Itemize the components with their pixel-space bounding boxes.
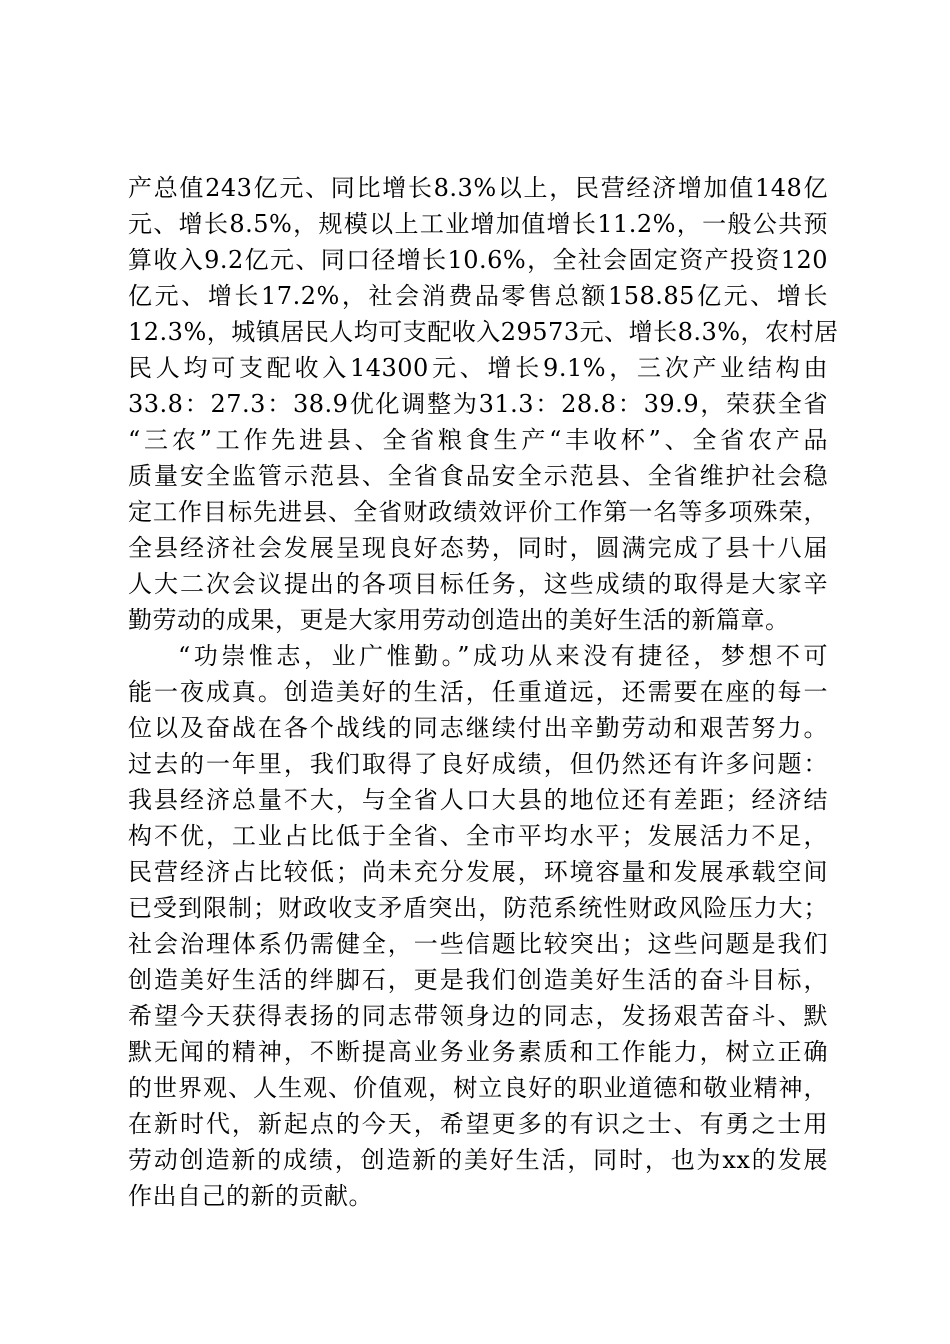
text-line: 质量安全监管示范县、全省食品安全示范县、全省维护社会稳	[128, 462, 828, 490]
text-line: 在新时代，新起点的今天，希望更多的有识之士、有勇之士用	[128, 1110, 828, 1138]
text-line: 我县经济总量不大，与全省人口大县的地位还有差距；经济结	[128, 786, 828, 814]
text-line: 创造美好生活的绊脚石，更是我们创造美好生活的奋斗目标，	[128, 966, 828, 994]
text-line: “功崇惟志，业广惟勤。”成功从来没有捷径，梦想不可	[178, 642, 828, 670]
text-line: 构不优，工业占比低于全省、全市平均水平；发展活力不足，	[128, 822, 828, 850]
text-line: 定工作目标先进县、全省财政绩效评价工作第一名等多项殊荣，	[128, 498, 828, 526]
text-line: 产总值243亿元、同比增长8.3%以上，民营经济增加值148亿	[128, 174, 828, 202]
text-line: “三农”工作先进县、全省粮食生产“丰收杯”、全省农产品	[128, 426, 828, 454]
text-line: 希望今天获得表扬的同志带领身边的同志，发扬艰苦奋斗、默	[128, 1002, 828, 1030]
text-line: 的世界观、人生观、价值观，树立良好的职业道德和敬业精神，	[128, 1074, 828, 1102]
text-line: 默无闻的精神，不断提高业务业务素质和工作能力，树立正确	[128, 1038, 828, 1066]
text-line: 民营经济占比较低；尚未充分发展，环境容量和发展承载空间	[128, 858, 828, 886]
text-line: 位以及奋战在各个战线的同志继续付出辛勤劳动和艰苦努力。	[128, 714, 828, 742]
text-line: 过去的一年里，我们取得了良好成绩，但仍然还有许多问题：	[128, 750, 828, 778]
text-line: 12.3%，城镇居民人均可支配收入29573元、增长8.3%，农村居	[128, 318, 839, 346]
text-line: 民人均可支配收入14300元、增长9.1%，三次产业结构由	[128, 354, 828, 382]
text-line: 勤劳动的成果，更是大家用劳动创造出的美好生活的新篇章。	[128, 606, 790, 634]
text-line: 劳动创造新的成绩，创造新的美好生活，同时，也为xx的发展	[128, 1146, 828, 1174]
text-line: 33.8：27.3：38.9优化调整为31.3：28.8：39.9，荣获全省	[128, 390, 828, 418]
text-line: 已受到限制；财政收支矛盾突出，防范系统性财政风险压力大；	[128, 894, 828, 922]
text-line: 元、增长8.5%，规模以上工业增加值增长11.2%，一般公共预	[128, 210, 828, 238]
body-text	[128, 170, 839, 1214]
text-line: 亿元、增长17.2%，社会消费品零售总额158.85亿元、增长	[128, 282, 828, 310]
text-line: 能一夜成真。创造美好的生活，任重道远，还需要在座的每一	[128, 678, 828, 706]
text-line: 算收入9.2亿元、同口径增长10.6%，全社会固定资产投资120	[128, 246, 828, 274]
text-line: 作出自己的新的贡献。	[128, 1182, 373, 1210]
text-line: 人大二次会议提出的各项目标任务，这些成绩的取得是大家辛	[128, 570, 828, 598]
text-line: 社会治理体系仍需健全，一些信题比较突出；这些问题是我们	[128, 930, 828, 958]
text-line: 全县经济社会发展呈现良好态势，同时，圆满完成了县十八届	[128, 534, 828, 562]
